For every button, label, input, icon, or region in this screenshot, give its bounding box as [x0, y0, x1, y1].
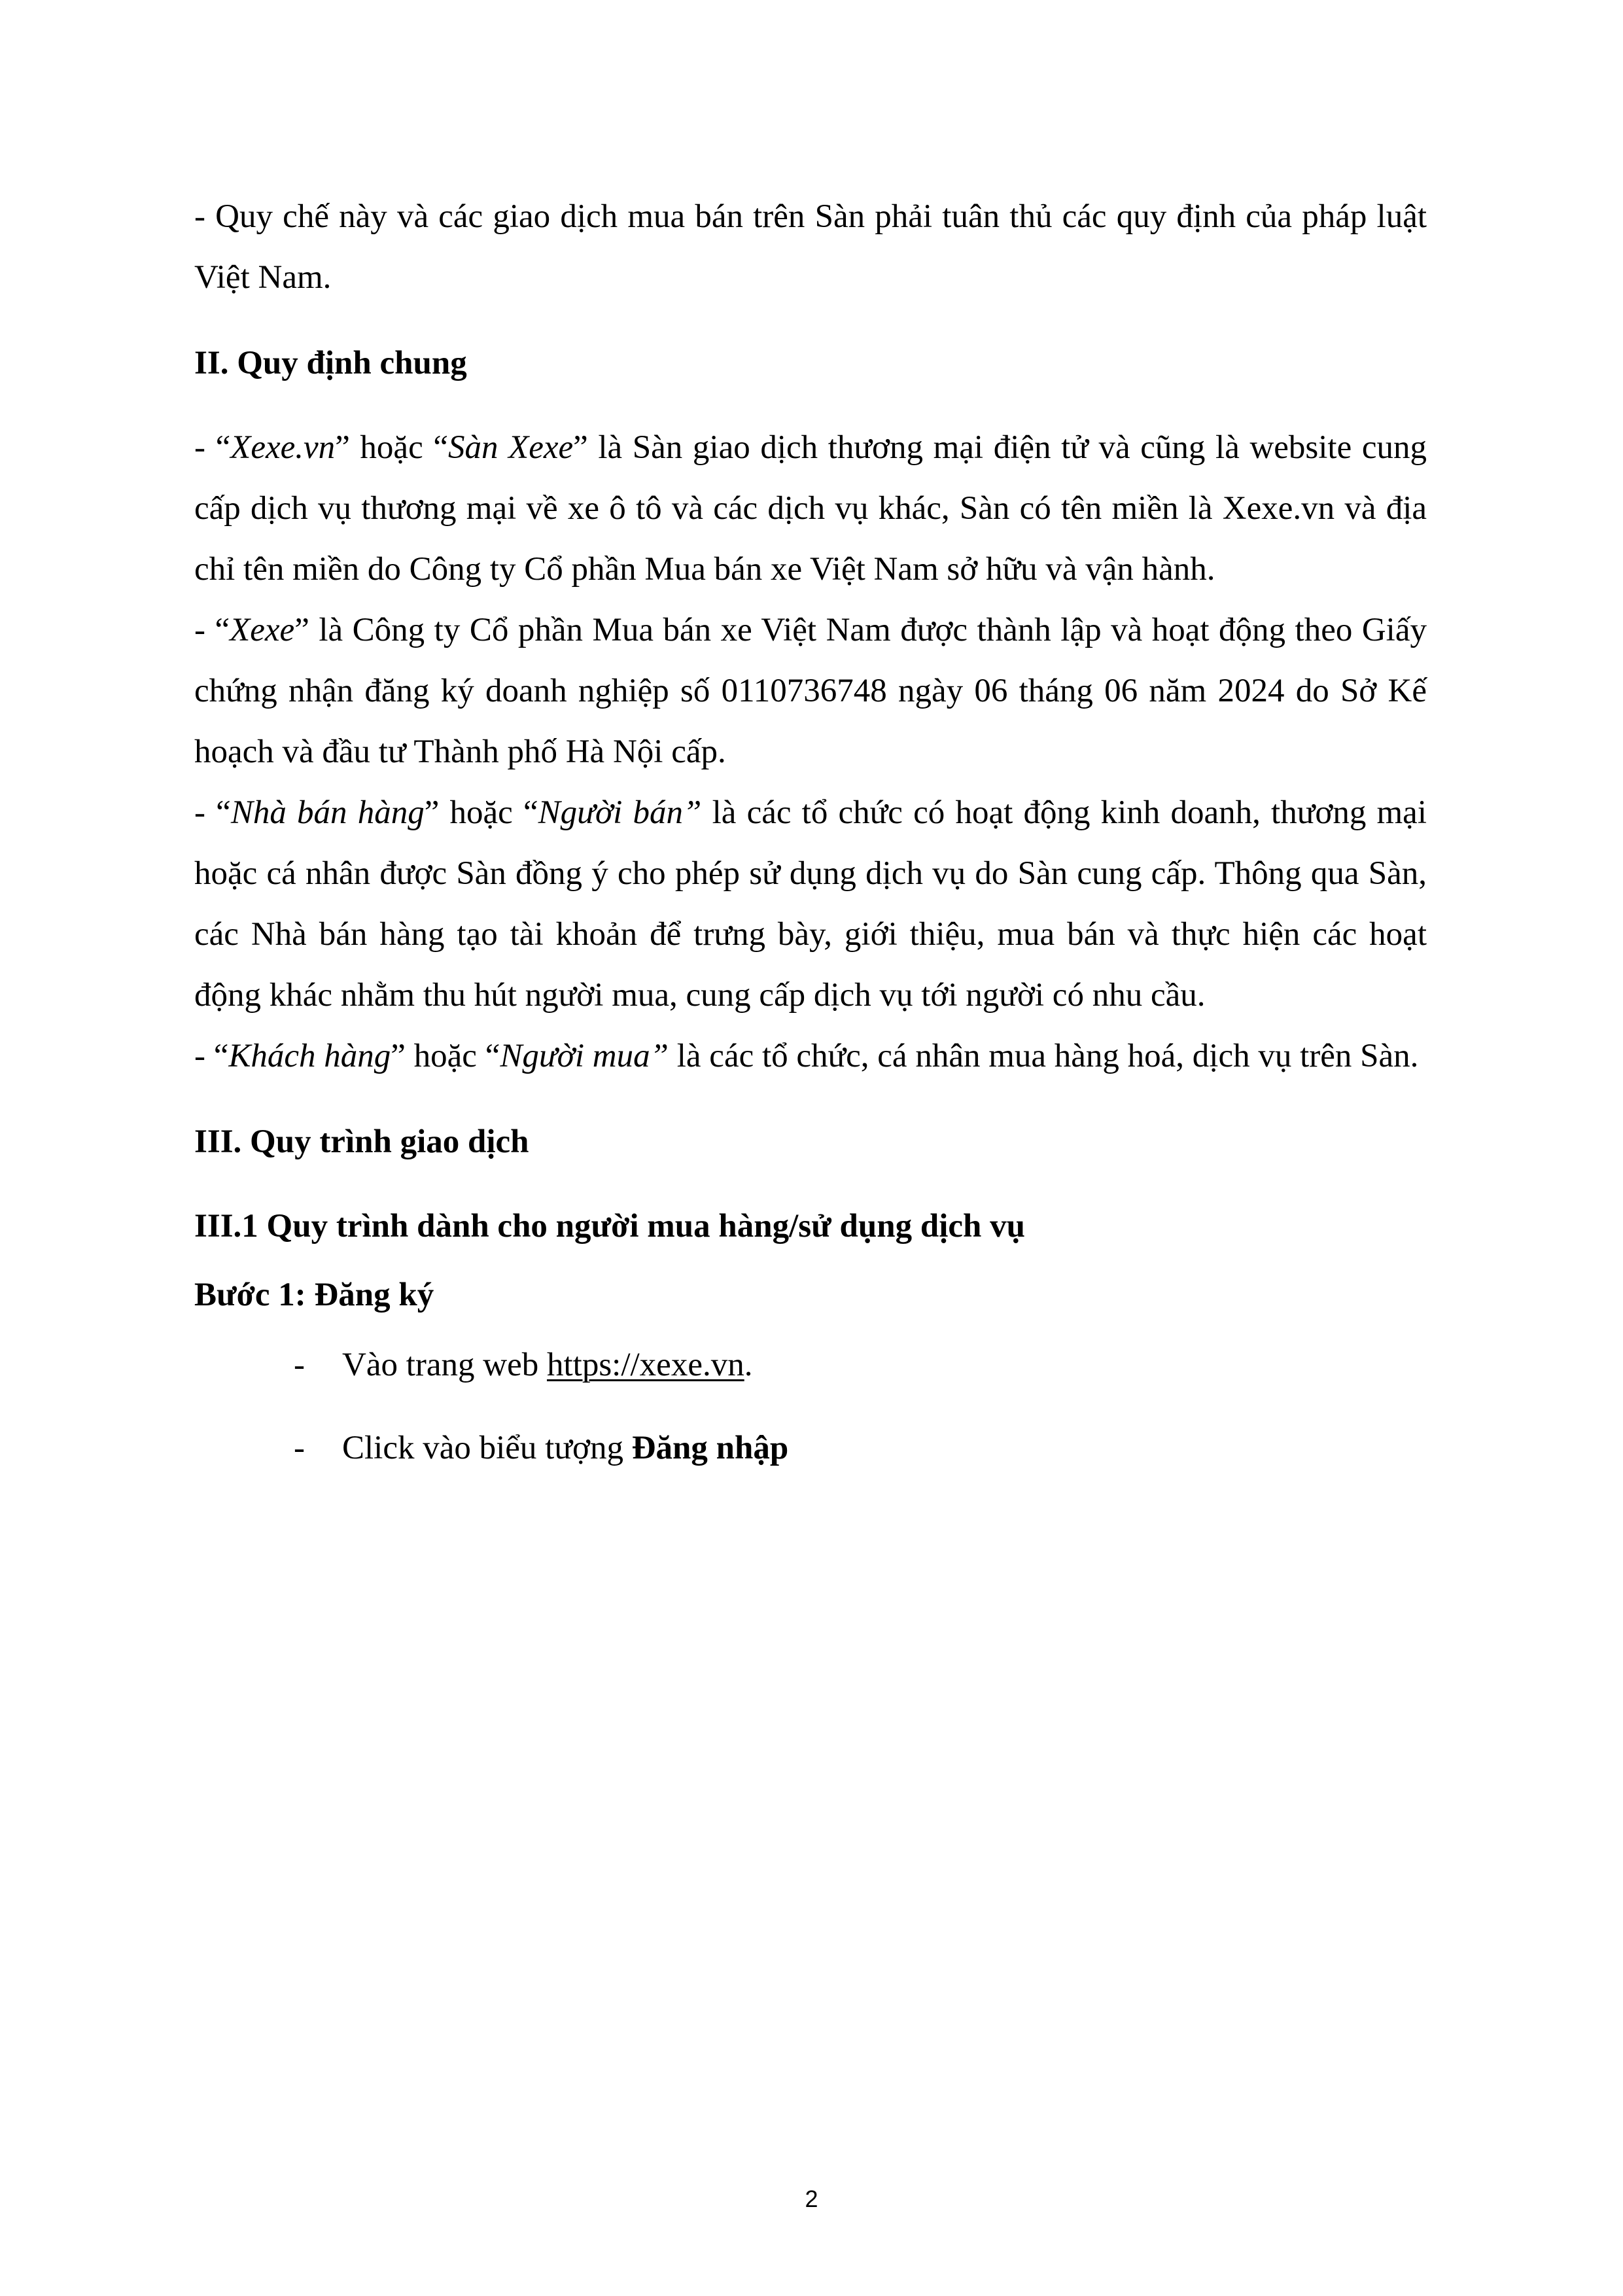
- subsection-heading-buyer-process: III.1 Quy trình dành cho người mua hàng/sử dụng dịch vụ: [194, 1208, 1025, 1245]
- term-xexe-vn: Xexe.vn: [230, 429, 336, 466]
- list-item-click-login: - Click vào biểu tượng Đăng nhập: [194, 1418, 1427, 1479]
- term-xexe: Xexe: [230, 612, 295, 648]
- definition-buyer: - “Khách hàng” hoặc “Người mua” là các tổ chức, cá nhân mua hàng hoá, dịch vụ trên Sàn.: [194, 1038, 1419, 1074]
- bullet-dash: -: [294, 1347, 305, 1383]
- definition-xexe: - “Xexe” là Công ty Cổ phần Mua bán xe Việt Nam được thành lập và hoạt động theo Giấy chứng nhận đăng ký doanh nghiệp số 0110736748 ngày 06 tháng 06 năm 2024 do Sở Kế hoạch và đầu tư Thành phố Hà Nội cấp.: [194, 612, 1427, 770]
- bullet-dash: -: [294, 1430, 305, 1466]
- login-label: Đăng nhập: [631, 1430, 789, 1466]
- section-heading-general: II. Quy định chung: [194, 345, 467, 381]
- section-heading-transaction-process: III. Quy trình giao dịch: [194, 1123, 529, 1160]
- page-number: 2: [805, 2185, 818, 2212]
- step-heading-register: Bước 1: Đăng ký: [194, 1277, 434, 1313]
- list-item-visit-website: - Vào trang web https://xexe.vn.: [194, 1335, 1427, 1396]
- term-nguoi-mua: Người mua”: [500, 1038, 669, 1074]
- term-khach-hang: Khách hàng: [228, 1038, 391, 1074]
- term-nha-ban-hang: Nhà bán hàng: [230, 794, 425, 831]
- intro-paragraph: - Quy chế này và các giao dịch mua bán trên Sàn phải tuân thủ các quy định của pháp luật Việt Nam.: [194, 198, 1427, 296]
- website-link[interactable]: https://xexe.vn: [546, 1347, 744, 1383]
- term-nguoi-ban: Người bán”: [538, 794, 702, 831]
- term-san-xexe: Sàn Xexe: [447, 429, 574, 466]
- definition-seller: - “Nhà bán hàng” hoặc “Người bán” là các tổ chức có hoạt động kinh doanh, thương mại hoặc cá nhân được Sàn đồng ý cho phép sử dụng dịch vụ do Sàn cung cấp. Thông qua Sàn, các Nhà bán hàng tạo tài khoản để trưng bày, giới thiệu, mua bán và thực hiện các hoạt động khác nhằm thu hút người mua, cung cấp dịch vụ tới người có nhu cầu.: [194, 794, 1427, 1014]
- definition-xexe-vn: - “Xexe.vn” hoặc “Sàn Xexe” là Sàn giao dịch thương mại điện tử và cũng là website cung cấp dịch vụ thương mại về xe ô tô và các dịch vụ khác, Sàn có tên miền là Xexe.vn và địa chỉ tên miền do Công ty Cổ phần Mua bán xe Việt Nam sở hữu và vận hành.: [194, 429, 1427, 588]
- page-content: [194, 186, 1427, 1479]
